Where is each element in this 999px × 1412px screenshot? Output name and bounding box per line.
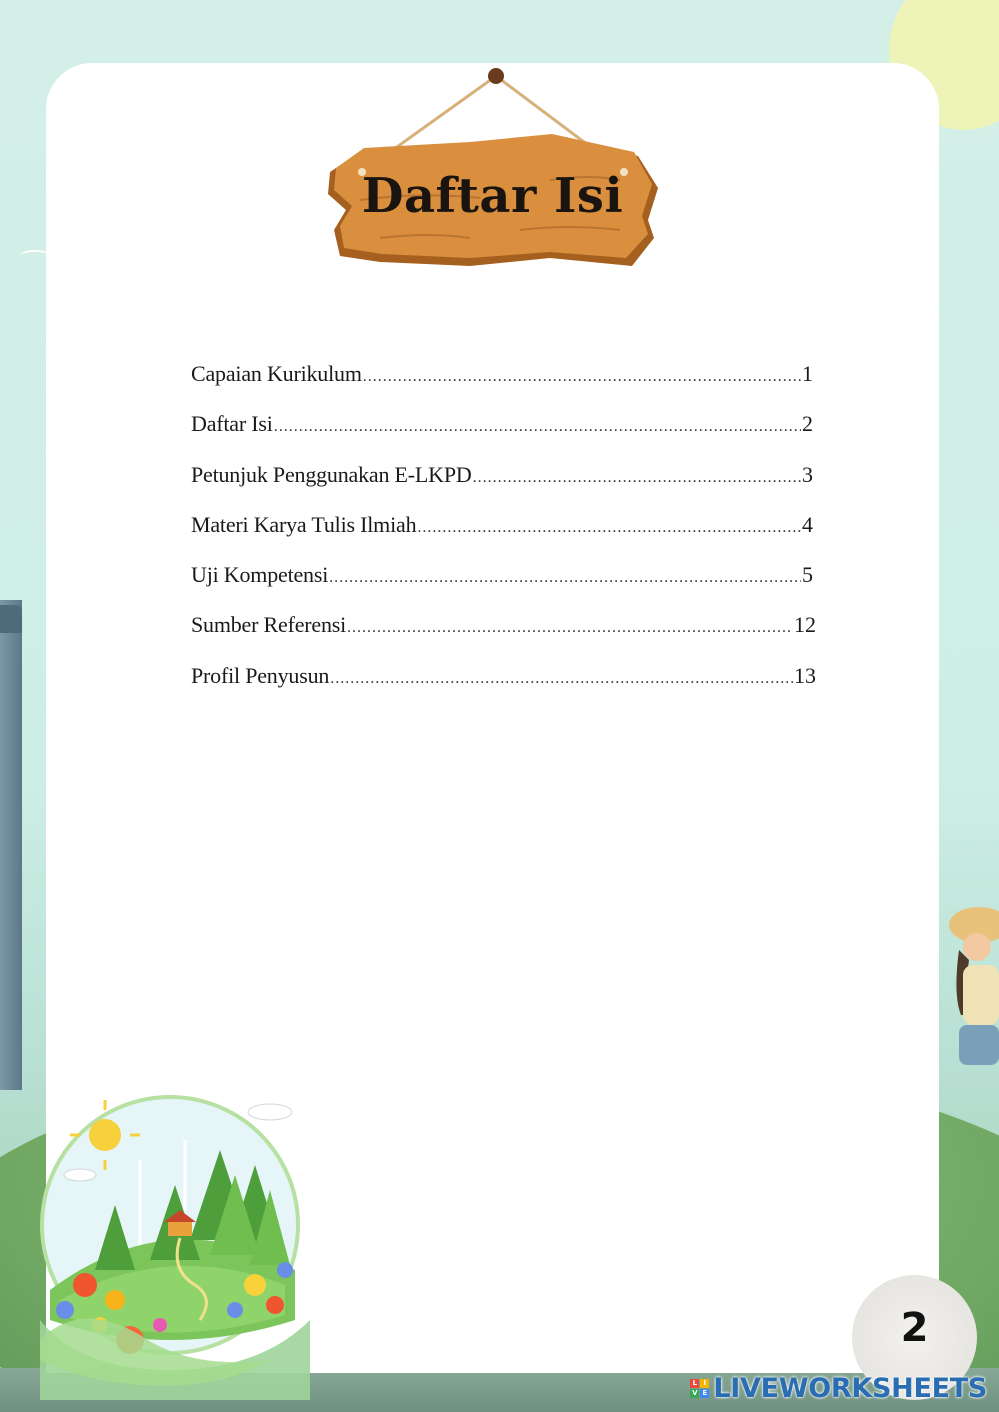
toc-item[interactable] [191,411,816,461]
toc-item-page: 3 [802,461,813,487]
toc-item[interactable] [191,512,816,562]
background-tower [0,600,22,1090]
toc-item-label: Sumber Referensi [191,612,347,638]
logo-letter: V [692,1388,698,1397]
page-title: Daftar Isi [361,168,624,224]
toc-item[interactable] [191,612,816,662]
page-number: 2 [900,1305,929,1351]
watermark-text: LIVEWORKSHEETS [713,1372,987,1404]
liveworksheets-watermark[interactable] [690,1371,987,1405]
toc-item-label: Capaian Kurikulum [191,361,362,386]
toc-item[interactable] [191,462,816,512]
toc-item[interactable] [191,562,816,612]
logo-letter: E [700,1389,709,1398]
toc-leader-dots [347,619,793,637]
toc-leader-dots [330,670,793,688]
toc-item[interactable] [191,361,816,411]
toc-item-label: Daftar Isi [191,411,273,437]
toc-item-label: Profil Penyusun [191,662,330,688]
logo-letter: I [700,1379,709,1388]
toc-leader-dots [417,519,801,537]
toc-item-page: 13 [794,662,816,688]
table-of-contents [191,361,816,713]
toc-leader-dots [473,469,801,487]
liveworksheets-logo-icon [690,1379,709,1398]
sun-icon [89,1119,121,1151]
toc-item-page: 4 [802,511,813,537]
toc-item[interactable] [191,663,816,713]
nature-globe-illustration [20,1070,320,1400]
toc-item-label: Uji Kompetensi [191,562,329,588]
title-sign [320,60,665,275]
toc-item-page: 2 [802,411,813,437]
nail-icon [488,68,504,84]
toc-item-label: Petunjuk Penggunakan E-LKPD [191,461,472,487]
background-person-illustration [939,905,999,1075]
toc-item-page: 12 [794,612,816,638]
background-tower-top [0,605,22,633]
toc-leader-dots [329,569,801,587]
toc-item-label: Materi Karya Tulis Ilmiah [191,511,417,537]
toc-item-page: 5 [802,562,813,588]
toc-item-page: 1 [802,361,813,386]
toc-leader-dots [274,418,801,436]
toc-leader-dots [363,368,801,386]
logo-letter: L [690,1379,699,1388]
